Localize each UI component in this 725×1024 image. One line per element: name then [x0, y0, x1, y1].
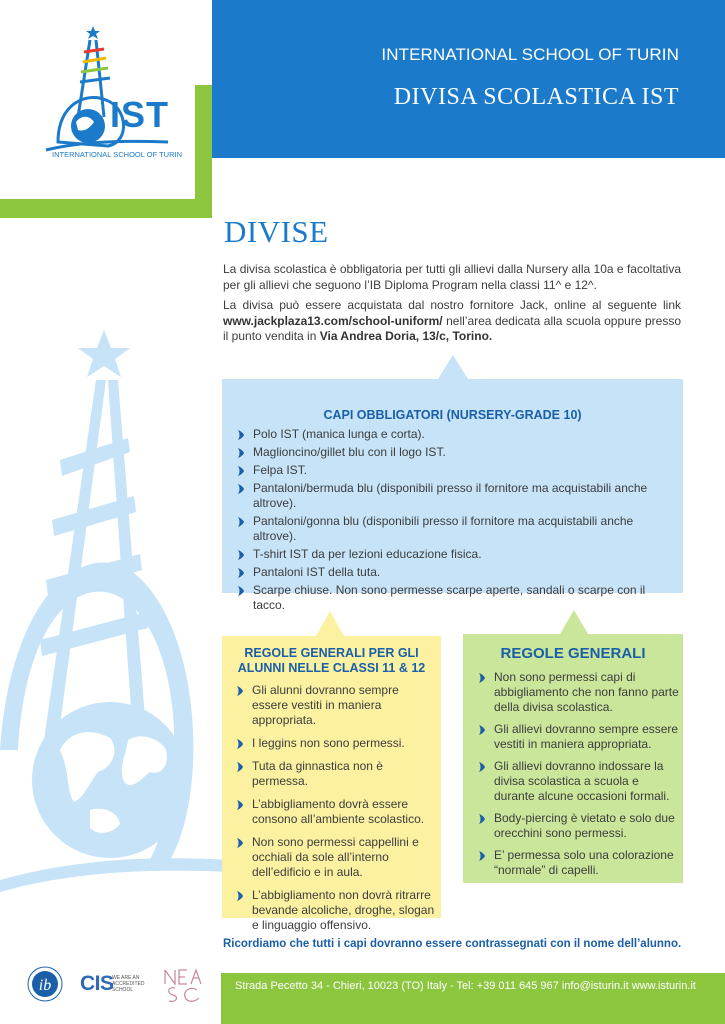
tower-watermark-icon: [0, 320, 230, 910]
bullet-icon: [236, 429, 246, 441]
list-item: [236, 583, 676, 613]
list-item-text: T-shirt IST da per lezioni educazione fisica.: [253, 547, 482, 561]
list-item-text: Felpa IST.: [253, 463, 308, 477]
list-item-text: Gli allievi dovranno sempre essere vestiti in maniera appropriata.: [494, 722, 679, 751]
header-school-name: INTERNATIONAL SCHOOL OF TURIN: [381, 45, 679, 64]
intro-text: [223, 262, 681, 350]
general-rules-list: [477, 670, 682, 885]
header-title: DIVISA SCOLASTICA IST: [393, 84, 679, 110]
bullet-icon: [236, 549, 246, 561]
cis-accreditation-logo: [80, 972, 152, 1000]
list-item: [236, 427, 676, 442]
bullet-icon: [235, 738, 245, 750]
intro-paragraph-2: [223, 298, 681, 345]
list-item-text: Gli allievi dovranno indossare la divisa scolastica a scuola e durante alcune occasioni formali.: [494, 759, 670, 803]
mandatory-items-box: [222, 379, 683, 612]
green-accent-side: [195, 85, 212, 205]
bullet-icon: [236, 465, 246, 477]
svg-text:ib: ib: [38, 977, 52, 994]
list-item-text: Maglioncino/gillet blu con il logo IST.: [253, 445, 446, 459]
bullet-icon: [236, 516, 246, 528]
general-rules-box: [463, 634, 683, 883]
ib-logo-icon: [27, 966, 63, 1002]
cis-tagline: WE ARE AN ACCREDITED SCHOOL: [112, 975, 145, 993]
list-item: [477, 759, 682, 804]
list-item: [477, 722, 682, 752]
neasc-logo-icon: [161, 966, 205, 1004]
list-item-text: E’ permessa solo una colorazione “normale” di capelli.: [494, 848, 674, 877]
intro-p2-text: La divisa può essere acquistata dal nostro fornitore Jack, online al seguente link: [223, 298, 681, 312]
bullet-icon: [236, 585, 246, 597]
callout-pointer: [560, 610, 588, 634]
list-item: [236, 565, 676, 580]
bullet-icon: [235, 837, 245, 849]
bullet-icon: [235, 890, 245, 902]
list-item-text: L’abbigliamento non dovrà ritrarre bevande alcoliche, droghe, slogan e linguaggio offensivo.: [252, 888, 435, 932]
list-item-text: Pantaloni/bermuda blu (disponibili presso il fornitore ma acquistabili anche altrove).: [253, 481, 648, 510]
list-item-text: Non sono permessi capi di abbigliamento che non fanno parte della divisa scolastica.: [494, 670, 679, 714]
bullet-icon: [236, 567, 246, 579]
callout-pointer: [438, 355, 468, 379]
footer-bar: [221, 973, 725, 1024]
tower-globe-icon: [38, 22, 178, 162]
list-item-text: Tuta da ginnastica non è permessa.: [252, 759, 383, 788]
list-item: [477, 670, 682, 715]
list-item: [477, 811, 682, 841]
list-item: [235, 759, 435, 789]
bullet-icon: [477, 850, 487, 862]
rules-grades-11-12-list: [235, 683, 435, 941]
list-item: [235, 683, 435, 728]
store-address: Via Andrea Doria, 13/c, Torino.: [319, 329, 493, 343]
list-item-text: Non sono permessi cappellini e occhiali da sole all’interno dell’edificio e in aula.: [252, 835, 419, 879]
list-item-text: Pantaloni IST della tuta.: [253, 565, 381, 579]
bullet-icon: [235, 761, 245, 773]
list-item: [236, 481, 676, 511]
rules-grades-11-12-title: REGOLE GENERALI PER GLI ALUNNI NELLE CLASSI 11 & 12: [237, 646, 426, 675]
general-rules-title: REGOLE GENERALI: [500, 645, 646, 662]
supplier-link[interactable]: www.jackplaza13.com/school-uniform/: [223, 313, 443, 328]
intro-paragraph-1: La divisa scolastica è obbligatoria per tutti gli allievi dalla Nursery alla 10a e facoltativa per gli allievi che seguono l’IB Diploma Program nella classi 11^ e 12^.: [223, 262, 681, 292]
footer-contact[interactable]: Strada Pecetto 34 - Chieri, 10023 (TO) Italy - Tel: +39 011 645 967 info@isturin.it www.isturin.it: [235, 980, 696, 992]
header-banner: [212, 0, 725, 158]
list-item-text: Pantaloni/gonna blu (disponibili presso il fornitore ma acquistabili anche altrove).: [253, 514, 634, 543]
list-item: [477, 848, 682, 878]
list-item-text: L’abbigliamento dovrà essere consono all’ambiente scolastico.: [252, 797, 425, 826]
bullet-icon: [477, 813, 487, 825]
intro-p2-text-2: nell’area dedicata alla scuola oppure presso il punto vendita in: [223, 313, 681, 343]
list-item: [236, 547, 676, 562]
bullet-icon: [235, 685, 245, 697]
section-heading: DIVISE: [224, 214, 329, 249]
list-item: [235, 797, 435, 827]
logo-caption: INTERNATIONAL SCHOOL OF TURIN: [52, 150, 183, 159]
list-item-text: I leggins non sono permessi.: [252, 736, 405, 750]
list-item: [235, 888, 435, 933]
list-item: [235, 835, 435, 880]
list-item: [235, 736, 435, 751]
bullet-icon: [235, 799, 245, 811]
rules-grades-11-12-box: [222, 636, 441, 932]
list-item-text: Scarpe chiuse. Non sono permesse scarpe aperte, sandali o scarpe con il tacco.: [253, 583, 646, 612]
list-item: [236, 445, 676, 460]
bullet-icon: [477, 761, 487, 773]
mandatory-items-title: CAPI OBBLIGATORI (NURSERY-GRADE 10): [323, 408, 582, 422]
name-label-reminder: Ricordiamo che tutti i capi dovranno essere contrassegnati con il nome dell’alunno.: [223, 938, 682, 950]
list-item: [236, 463, 676, 478]
cis-acronym: CIS: [80, 972, 114, 995]
list-item-text: Body-piercing è vietato e solo due orecchini sono permessi.: [494, 811, 675, 840]
list-item: [236, 514, 676, 544]
bullet-icon: [236, 483, 246, 495]
green-accent-bar: [0, 199, 212, 218]
logo-acronym: IST: [110, 94, 170, 135]
bullet-icon: [236, 447, 246, 459]
list-item-text: Gli alunni dovranno sempre essere vestiti in maniera appropriata.: [252, 683, 399, 727]
bullet-icon: [477, 672, 487, 684]
callout-pointer: [316, 611, 344, 636]
mandatory-items-list: [236, 427, 676, 616]
bullet-icon: [477, 724, 487, 736]
list-item-text: Polo IST (manica lunga e corta).: [253, 427, 425, 441]
